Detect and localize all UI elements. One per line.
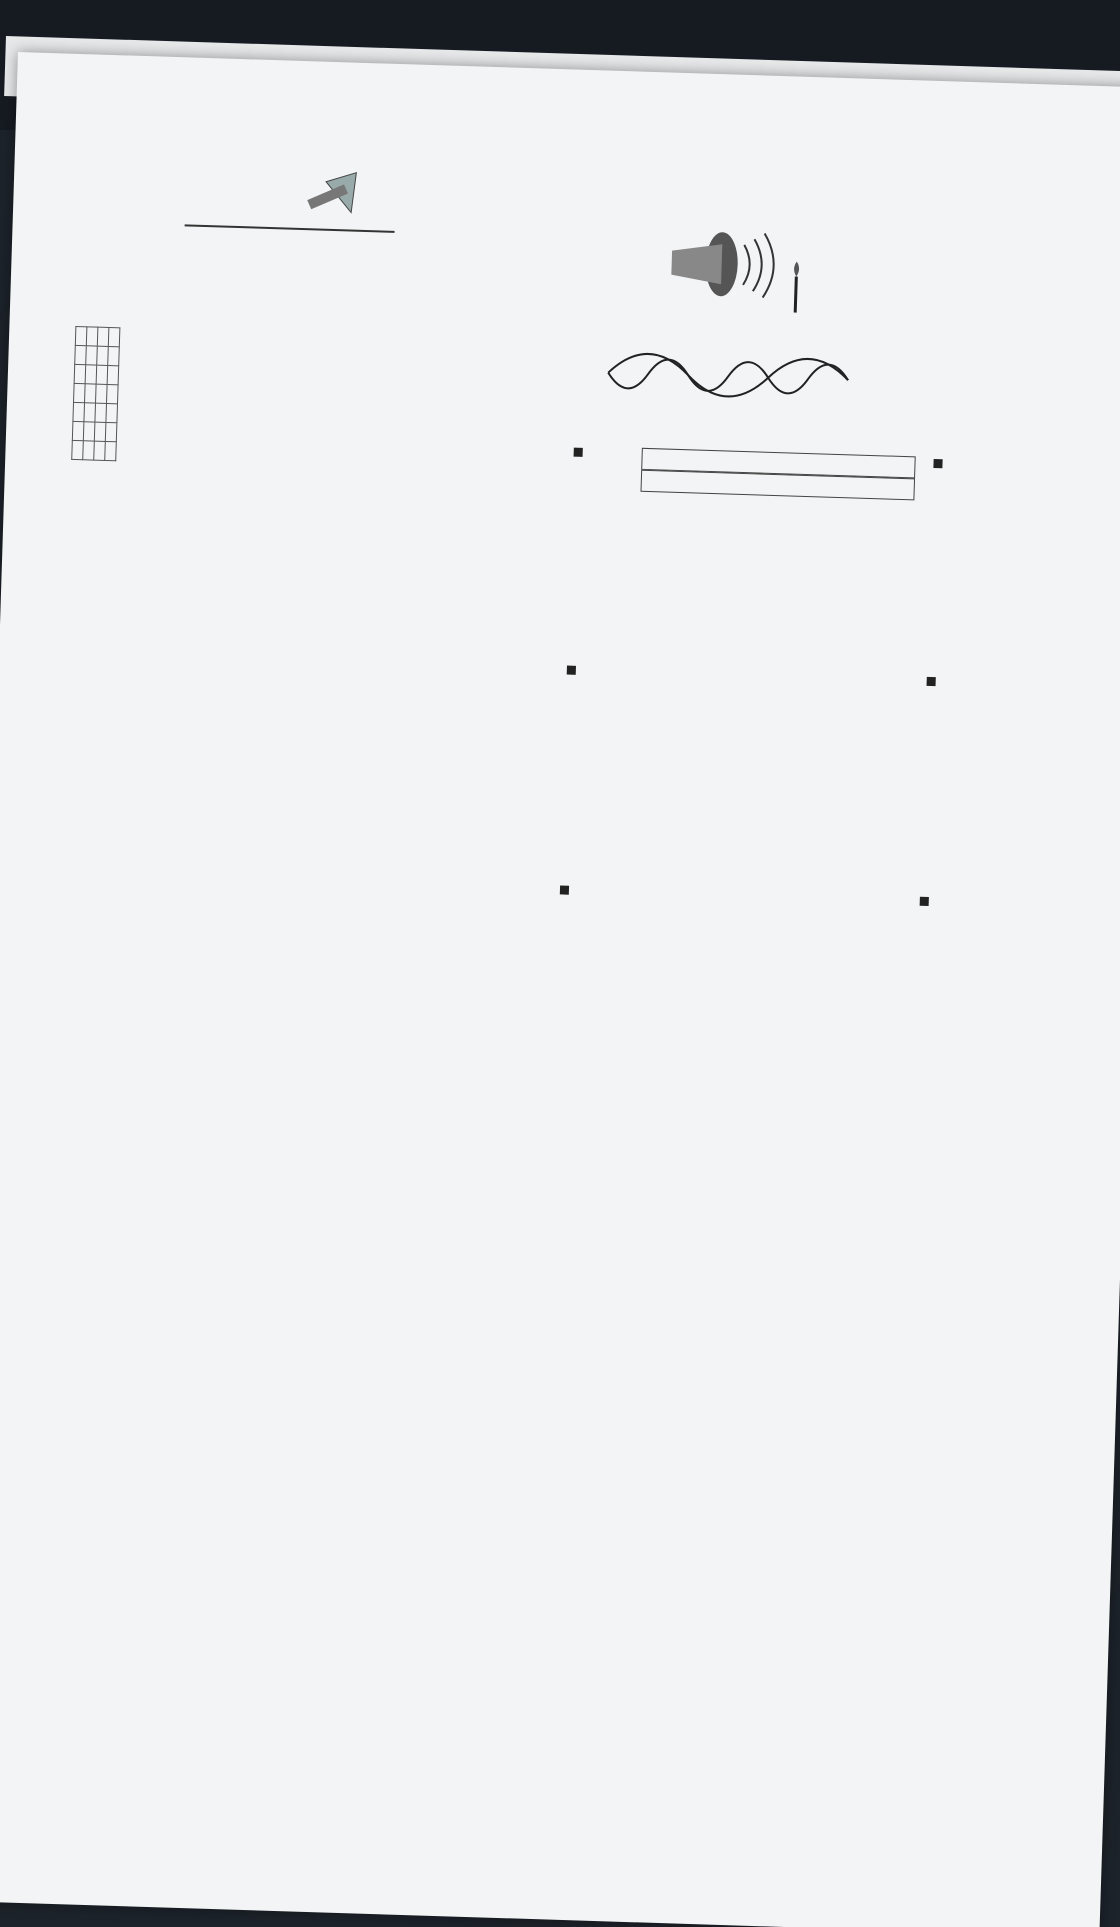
- table-cell: [85, 365, 97, 384]
- table-header-cell: [75, 326, 87, 345]
- exam-paper: [0, 52, 1120, 1927]
- table-cell: [86, 346, 98, 365]
- question-30: [66, 326, 541, 513]
- q25-option-b: [317, 121, 548, 128]
- table-row: [74, 364, 119, 384]
- q25-option-a: [86, 114, 317, 121]
- left-column: [66, 114, 548, 521]
- speaker-candle-figure: [570, 210, 873, 319]
- answer-sheet: [556, 446, 973, 1018]
- table-cell: [74, 364, 86, 383]
- table-cell: [107, 384, 119, 403]
- table-cell: [105, 441, 117, 460]
- table-cell: [97, 346, 109, 365]
- hammer-rod-figure: [74, 144, 407, 244]
- table-cell: [96, 384, 108, 403]
- situation-2: [567, 331, 1039, 426]
- table-row: [72, 440, 117, 460]
- table-cell: [96, 365, 108, 384]
- right-column: [548, 188, 1043, 1020]
- table-cell: [85, 384, 97, 403]
- table-header-cell: [108, 327, 120, 346]
- table-cell: [72, 440, 84, 459]
- table-row: [75, 345, 120, 365]
- table-header: [75, 326, 120, 346]
- q25-option-c: [86, 114, 317, 121]
- table-cell: [106, 403, 118, 422]
- table-cell: [94, 441, 106, 460]
- table-cell: [84, 403, 96, 422]
- wave-b: [608, 358, 849, 396]
- table-row: [74, 383, 119, 403]
- table-row: [73, 402, 118, 422]
- q25-option-d: [317, 121, 548, 128]
- table-header-cell: [86, 327, 98, 346]
- table-cell: [108, 346, 120, 365]
- table-header-cell: [97, 327, 109, 346]
- table-cell: [72, 421, 84, 440]
- table-cell: [73, 402, 85, 421]
- table-cell: [107, 365, 119, 384]
- table-cell: [83, 422, 95, 441]
- speed-table: [71, 326, 120, 461]
- table-cell: [83, 441, 95, 460]
- table-cell: [75, 345, 87, 364]
- question-31: [570, 210, 1043, 325]
- table-cell: [95, 403, 107, 422]
- table-cell: [94, 422, 106, 441]
- table-row: [72, 421, 117, 441]
- waves-figure: [567, 331, 869, 420]
- table-cell: [105, 422, 117, 441]
- table-cell: [74, 383, 86, 402]
